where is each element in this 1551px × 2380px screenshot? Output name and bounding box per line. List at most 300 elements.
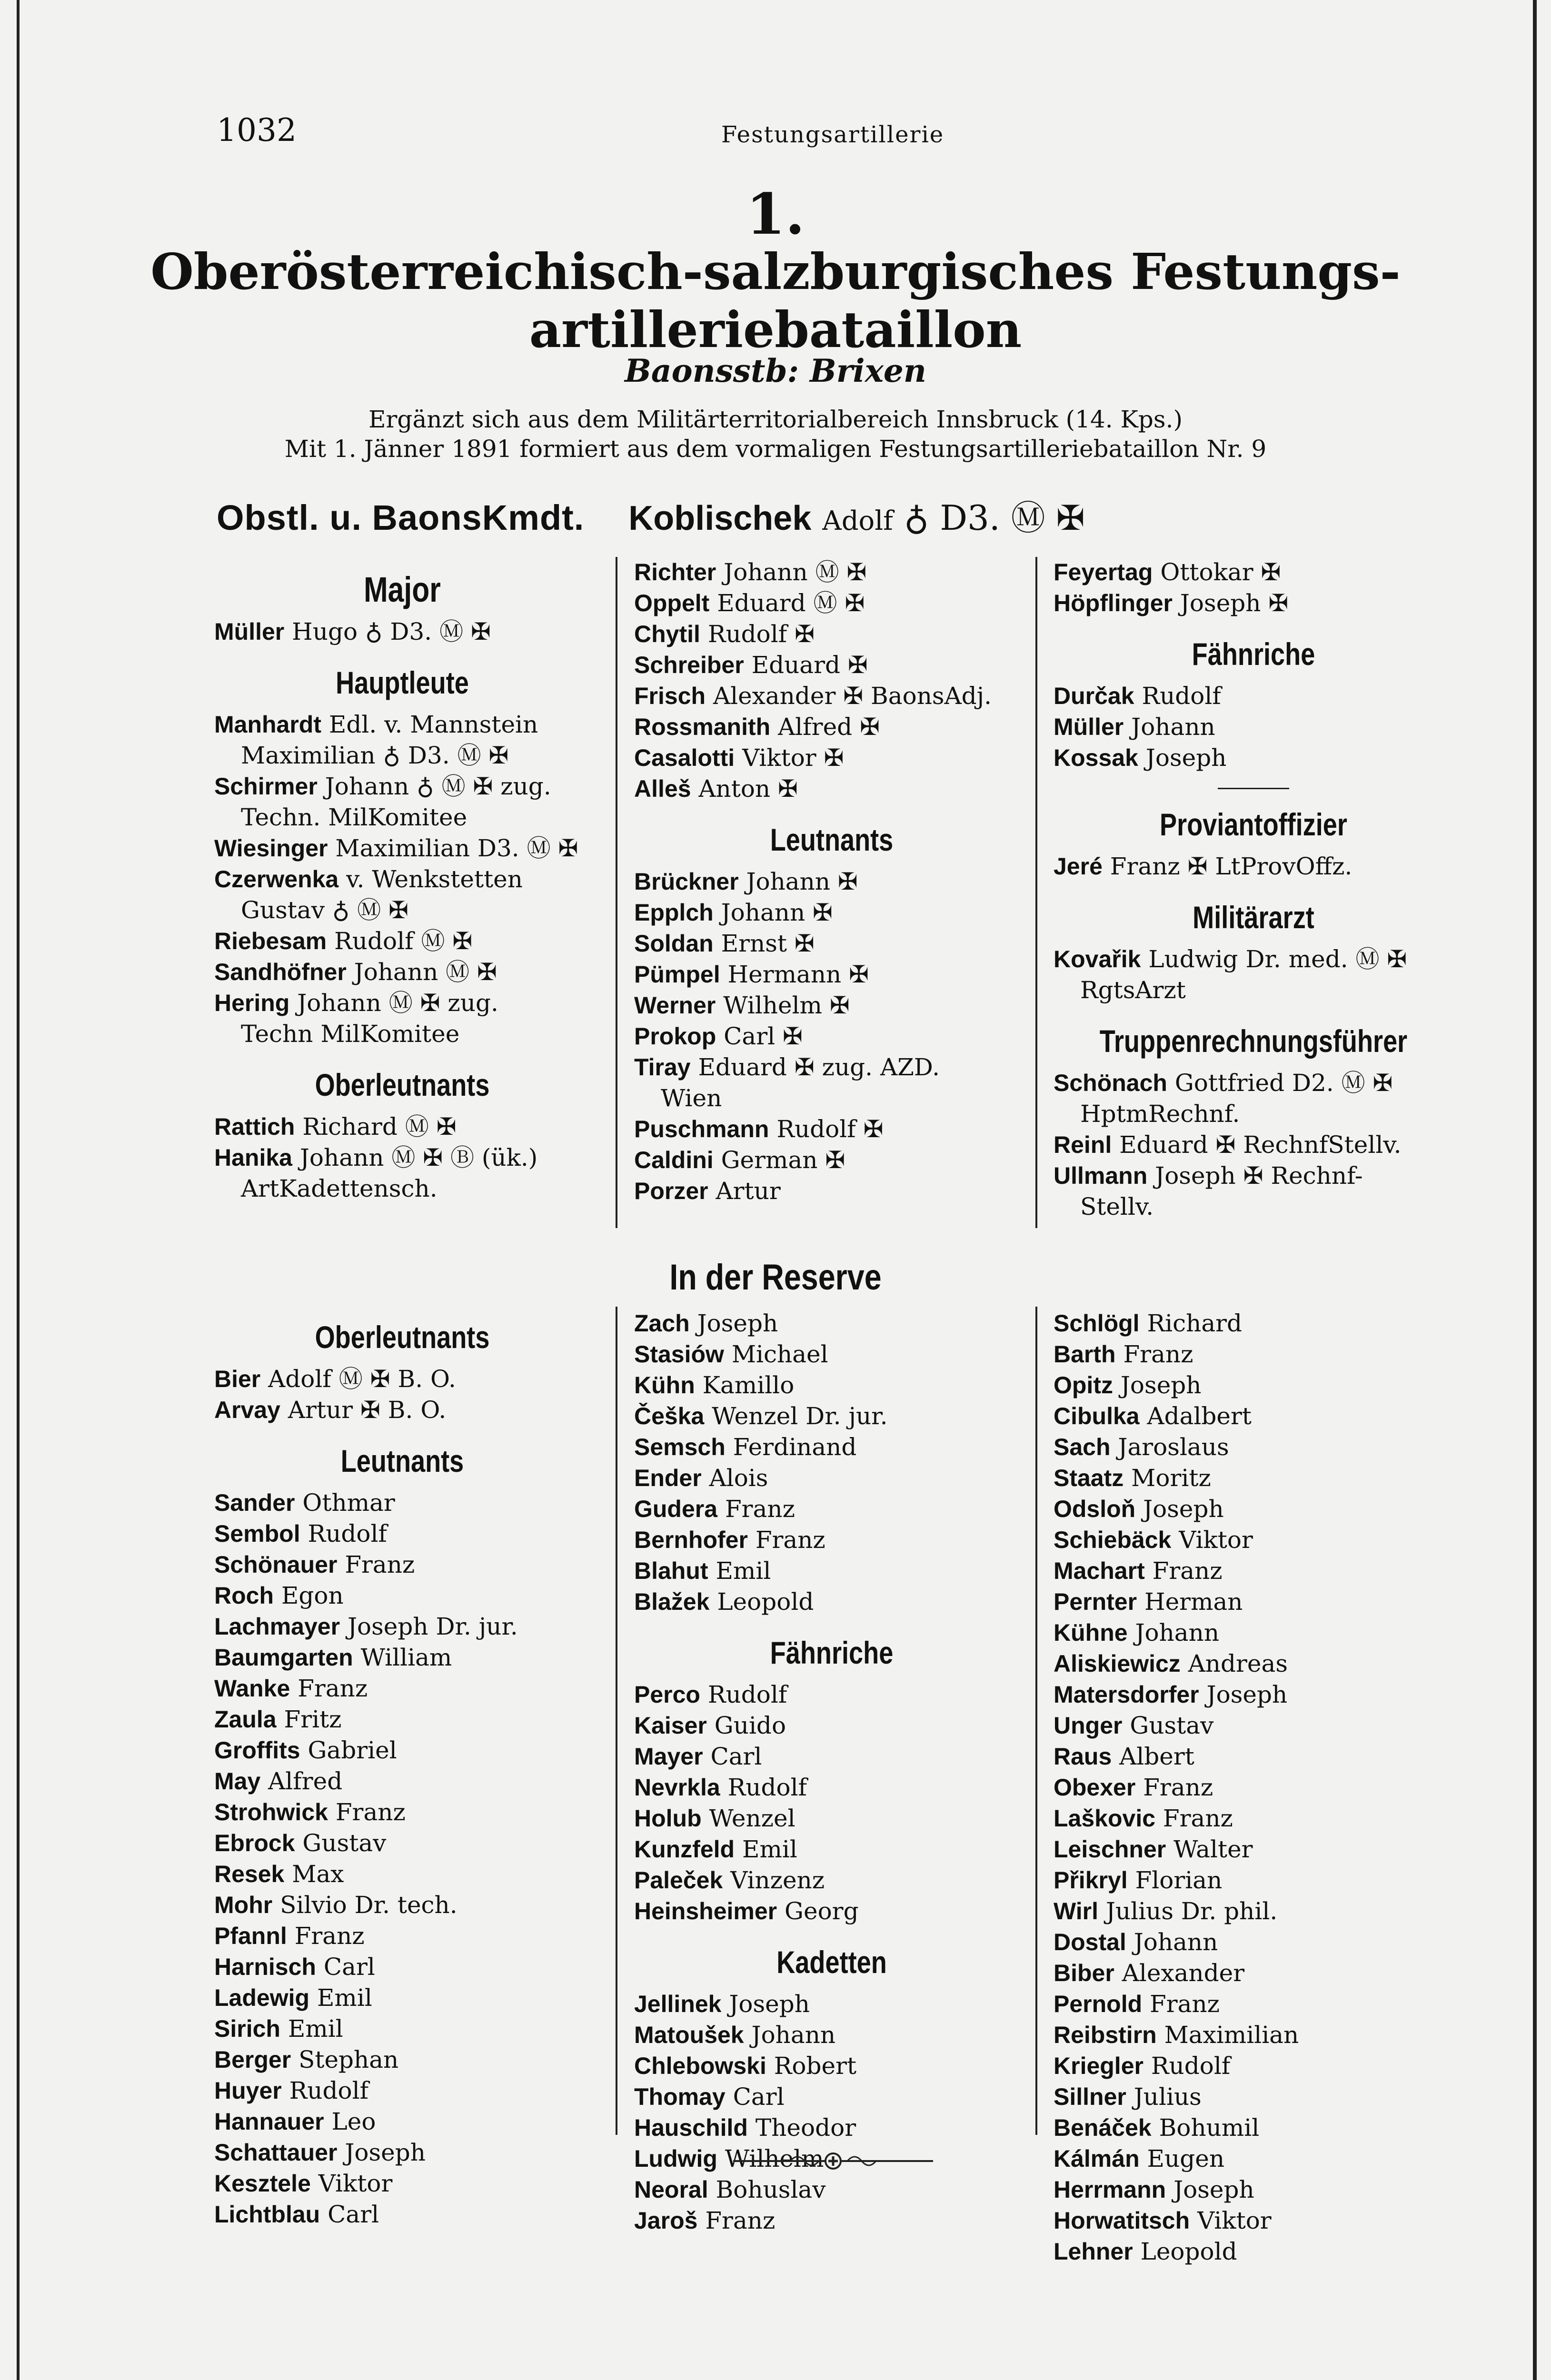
roster-entry bbox=[1054, 1432, 1453, 1463]
roster-entry bbox=[1054, 1401, 1453, 1432]
entry-details: Johann bbox=[1133, 1928, 1218, 1956]
entry-surname: Harnisch bbox=[214, 1954, 316, 1980]
entry-details: Franz bbox=[755, 1526, 825, 1554]
entry-surname: Dostal bbox=[1054, 1929, 1126, 1955]
entry-details: Franz bbox=[1163, 1805, 1233, 1832]
section-heading: Leutnants bbox=[340, 1443, 464, 1478]
roster-entry bbox=[1054, 1370, 1453, 1401]
roster-entry bbox=[214, 2137, 590, 2168]
roster-entry bbox=[214, 2106, 590, 2137]
entry-surname: Mayer bbox=[634, 1743, 703, 1770]
entry-surname: Puschmann bbox=[634, 1116, 769, 1142]
roster-entry bbox=[1054, 1710, 1453, 1741]
entry-continuation: Stellv. bbox=[1080, 1193, 1154, 1220]
entry-details: Emil bbox=[317, 1984, 372, 2012]
entry-details: Rudolf bbox=[707, 1681, 787, 1708]
entry-details: Artur bbox=[716, 1177, 781, 1205]
roster-entry bbox=[634, 1803, 1029, 1834]
roster-entry bbox=[214, 864, 590, 895]
entry-surname: Kaiser bbox=[634, 1712, 707, 1739]
entry-details: Viktor bbox=[318, 2170, 393, 2197]
roster-entry bbox=[634, 1896, 1029, 1927]
unit-title-line-2: artilleriebataillon bbox=[529, 300, 1022, 359]
entry-surname: Staatz bbox=[1054, 1465, 1124, 1491]
entry-surname: Soldan bbox=[634, 930, 714, 957]
entry-surname: Ebrock bbox=[214, 1830, 295, 1856]
entry-details: Franz bbox=[1152, 1557, 1223, 1585]
roster-entry bbox=[214, 616, 590, 647]
entry-surname: Schirmer bbox=[214, 773, 318, 800]
entry-surname: Kesztele bbox=[214, 2170, 311, 2197]
entry-details: Joseph bbox=[1143, 1495, 1224, 1523]
entry-details: Alfred ✠ bbox=[778, 713, 880, 741]
entry-details: Johann Ⓜ ✠ bbox=[354, 958, 497, 986]
entry-details: Wenzel bbox=[709, 1805, 795, 1832]
entry-details: Emil bbox=[742, 1835, 797, 1863]
entry-surname: Werner bbox=[634, 992, 716, 1019]
roster-entry bbox=[214, 1859, 590, 1890]
entry-details: Adolf Ⓜ ✠ B. O. bbox=[268, 1365, 456, 1393]
roster-entry bbox=[214, 988, 590, 1019]
entry-details: Eduard ✠ bbox=[751, 651, 868, 679]
entry-surname: Kossak bbox=[1054, 744, 1138, 771]
entry-surname: Lehner bbox=[1054, 2238, 1133, 2265]
entry-surname: Müller bbox=[1054, 714, 1124, 740]
entry-details: Rudolf ✠ bbox=[707, 620, 815, 648]
entry-surname: Lichtblau bbox=[214, 2201, 320, 2228]
commander-decorations: ♁ D3. Ⓜ ✠ bbox=[904, 498, 1085, 538]
entry-details: Wilhelm ✠ bbox=[723, 992, 850, 1019]
roster-entry bbox=[634, 1176, 1029, 1207]
roster-entry bbox=[634, 1741, 1029, 1772]
entry-details: Alexander bbox=[1122, 1959, 1245, 1987]
entry-surname: Huyer bbox=[214, 2077, 282, 2104]
section-heading: Hauptleute bbox=[336, 665, 469, 700]
entry-details: Franz bbox=[1123, 1340, 1193, 1368]
roster-entry bbox=[1054, 1679, 1453, 1710]
entry-details: Julius Dr. phil. bbox=[1105, 1897, 1278, 1925]
entry-surname: Riebesam bbox=[214, 928, 327, 954]
staff-location: Baonsstb: Brixen bbox=[625, 352, 926, 389]
roster-entry bbox=[1054, 1617, 1453, 1648]
entry-details: Johann bbox=[1135, 1619, 1220, 1646]
roster-entry bbox=[634, 1494, 1029, 1525]
entry-details: Stephan bbox=[298, 2046, 399, 2073]
entry-surname: Chlebowski bbox=[634, 2053, 766, 2079]
entry-surname: Prokop bbox=[634, 1023, 716, 1050]
entry-surname: Pfannl bbox=[214, 1923, 287, 1949]
entry-surname: Schreiber bbox=[634, 652, 744, 678]
roster-entry bbox=[1054, 1865, 1453, 1896]
roster-entry bbox=[634, 1432, 1029, 1463]
roster-entry bbox=[1054, 944, 1453, 975]
section-heading: Oberleutnants bbox=[315, 1319, 490, 1355]
entry-surname: Heinsheimer bbox=[634, 1898, 777, 1924]
entry-surname: Nevrkla bbox=[634, 1774, 720, 1801]
roster-entry bbox=[214, 709, 590, 740]
roster-entry bbox=[634, 774, 1029, 804]
roster-entry bbox=[634, 2174, 1029, 2205]
entry-surname: Chytil bbox=[634, 621, 700, 647]
running-title: Festungsartillerie bbox=[721, 121, 945, 148]
entry-surname: Matoušek bbox=[634, 2022, 744, 2048]
entry-details: Emil bbox=[288, 2015, 343, 2043]
entry-continuation: RgtsArzt bbox=[1080, 976, 1186, 1004]
section-divider bbox=[1218, 788, 1289, 789]
roster-entry bbox=[1054, 851, 1453, 882]
section-heading: Fähnriche bbox=[770, 1635, 894, 1670]
entry-details: Joseph Dr. jur. bbox=[347, 1613, 518, 1640]
roster-entry bbox=[1054, 1463, 1453, 1494]
entry-surname: Sander bbox=[214, 1489, 295, 1516]
roster-entry bbox=[214, 833, 590, 864]
roster-entry bbox=[634, 928, 1029, 959]
roster-entry bbox=[214, 1580, 590, 1611]
entry-details: Joseph bbox=[1173, 2176, 1254, 2203]
entry-details: Leo bbox=[331, 2108, 376, 2135]
entry-surname: Alleš bbox=[634, 775, 691, 802]
entry-details: v. Wenkstetten bbox=[346, 865, 523, 893]
roster-entry bbox=[634, 1052, 1029, 1083]
entry-details: Joseph bbox=[1120, 1371, 1202, 1399]
entry-surname: Paleček bbox=[634, 1867, 723, 1894]
entry-details: Joseph bbox=[1145, 744, 1227, 772]
roster-entry bbox=[634, 619, 1029, 650]
entry-details: Julius bbox=[1133, 2083, 1202, 2111]
reserve-heading: In der Reserve bbox=[669, 1257, 882, 1298]
entry-surname: Holub bbox=[634, 1805, 702, 1832]
entry-surname: Sirich bbox=[214, 2015, 280, 2042]
unit-title-line-1: Oberösterreichisch-salzburgisches Festungs- bbox=[150, 242, 1401, 301]
entry-surname: Cibulka bbox=[1054, 1403, 1140, 1429]
roster-entry bbox=[1054, 1989, 1453, 2020]
entry-details: Joseph bbox=[729, 1990, 810, 2018]
reserve-divider-1 bbox=[616, 1307, 617, 2135]
entry-surname: Sandhöfner bbox=[214, 959, 347, 985]
entry-details: Carl bbox=[710, 1743, 762, 1770]
roster-entry bbox=[1054, 1556, 1453, 1587]
roster-entry bbox=[1054, 1834, 1453, 1865]
roster-entry bbox=[1054, 1308, 1453, 1339]
section-heading: Proviantoffizier bbox=[1160, 807, 1347, 842]
entry-surname: Přikryl bbox=[1054, 1867, 1128, 1894]
roster-entry bbox=[214, 1111, 590, 1142]
roster-entry bbox=[214, 1395, 590, 1426]
roster-entry bbox=[214, 1766, 590, 1797]
roster-entry bbox=[214, 1983, 590, 2013]
entry-surname: Müller bbox=[214, 618, 285, 645]
entry-surname: Raus bbox=[1054, 1743, 1112, 1770]
entry-surname: Semsch bbox=[634, 1434, 726, 1460]
entry-continuation: Wien bbox=[661, 1084, 722, 1112]
entry-details: Gottfried D2. Ⓜ ✠ bbox=[1174, 1069, 1393, 1097]
entry-details: Eugen bbox=[1147, 2145, 1225, 2172]
entry-details: Johann ✠ bbox=[721, 899, 833, 926]
roster-entry bbox=[214, 1673, 590, 1704]
entry-details: Carl bbox=[328, 2201, 379, 2228]
roster-entry bbox=[1054, 1927, 1453, 1958]
roster-entry bbox=[1054, 743, 1453, 774]
entry-surname: Brückner bbox=[634, 868, 739, 895]
roster-entry bbox=[634, 1114, 1029, 1145]
entry-surname: Pernter bbox=[1054, 1588, 1137, 1615]
section-heading: Major bbox=[364, 570, 441, 609]
roster-entry bbox=[1054, 2205, 1453, 2236]
entry-details: Emil bbox=[716, 1557, 771, 1585]
entry-details: Hermann ✠ bbox=[727, 961, 869, 988]
roster-entry bbox=[1054, 712, 1453, 743]
entry-details: Ludwig Dr. med. Ⓜ ✠ bbox=[1148, 945, 1407, 973]
entry-details: Edl. v. Mannstein bbox=[328, 711, 538, 738]
entry-details: Eduard ✠ zug. AZD. bbox=[698, 1053, 940, 1081]
entry-details: Alfred bbox=[268, 1767, 343, 1795]
roster-entry bbox=[214, 1611, 590, 1642]
roster-entry bbox=[1054, 2020, 1453, 2051]
roster-entry bbox=[214, 2199, 590, 2230]
entry-surname: Obexer bbox=[1054, 1774, 1136, 1801]
roster-entry bbox=[634, 959, 1029, 990]
entry-details: Jaroslaus bbox=[1118, 1433, 1229, 1461]
entry-surname: Bernhofer bbox=[634, 1527, 748, 1553]
roster-entry bbox=[1054, 1339, 1453, 1370]
entry-surname: Matersdorfer bbox=[1054, 1681, 1199, 1708]
roster-entry bbox=[1054, 588, 1453, 619]
roster-entry bbox=[634, 1556, 1029, 1587]
entry-surname: Arvay bbox=[214, 1397, 280, 1423]
entry-surname: Caldini bbox=[634, 1147, 714, 1173]
section-heading: Militärarzt bbox=[1193, 900, 1314, 935]
roster-entry bbox=[634, 588, 1029, 619]
entry-details: Viktor bbox=[1179, 1526, 1253, 1554]
entry-continuation: Gustav ♁ Ⓜ ✠ bbox=[241, 896, 409, 924]
entry-surname: Berger bbox=[214, 2046, 291, 2073]
entry-surname: Manhardt bbox=[214, 711, 321, 738]
active-column-2 bbox=[634, 557, 1029, 1207]
entry-details: Johann Ⓜ ✠ Ⓑ (ük.) bbox=[299, 1144, 538, 1171]
entry-details: Maximilian bbox=[1164, 2021, 1299, 2049]
entry-details: Bohuslav bbox=[716, 2176, 826, 2203]
section-heading: Truppenrechnungsführer bbox=[1099, 1023, 1408, 1059]
entry-details: Ottokar ✠ bbox=[1160, 558, 1281, 586]
entry-details: Johann ♁ Ⓜ ✠ zug. bbox=[325, 773, 551, 800]
roster-entry bbox=[634, 1339, 1029, 1370]
entry-surname: Rattich bbox=[214, 1113, 295, 1140]
entry-surname: Zach bbox=[634, 1310, 690, 1337]
roster-entry bbox=[1054, 1741, 1453, 1772]
entry-details: Carl ✠ bbox=[724, 1022, 803, 1050]
entry-details: Rudolf bbox=[289, 2077, 369, 2104]
roster-entry bbox=[214, 1642, 590, 1673]
roster-entry bbox=[1054, 681, 1453, 712]
entry-details: Herman bbox=[1144, 1588, 1243, 1616]
entry-surname: Benáček bbox=[1054, 2114, 1152, 2141]
entry-details: Johann bbox=[751, 2021, 836, 2049]
roster-entry bbox=[1054, 1958, 1453, 1989]
entry-surname: Kühne bbox=[1054, 1619, 1128, 1646]
entry-surname: Ender bbox=[634, 1465, 702, 1491]
entry-details: Johann ✠ bbox=[746, 868, 858, 895]
entry-details: Gustav bbox=[302, 1829, 387, 1857]
roster-entry bbox=[634, 1401, 1029, 1432]
entry-details: Walter bbox=[1173, 1835, 1253, 1863]
roster-entry bbox=[214, 1797, 590, 1828]
roster-entry bbox=[1054, 2174, 1453, 2205]
roster-entry bbox=[634, 557, 1029, 588]
entry-surname: Feyertag bbox=[1054, 559, 1153, 585]
entry-surname: Horwatitsch bbox=[1054, 2207, 1190, 2234]
entry-surname: Kühn bbox=[634, 1372, 695, 1398]
entry-surname: Roch bbox=[214, 1582, 274, 1609]
entry-details: Viktor bbox=[1197, 2207, 1272, 2234]
entry-details: Johann Ⓜ ✠ bbox=[724, 558, 867, 586]
roster-entry bbox=[214, 1890, 590, 1921]
roster-entry bbox=[214, 957, 590, 988]
entry-details: Michael bbox=[731, 1340, 828, 1368]
entry-details: Joseph bbox=[1206, 1681, 1288, 1708]
entry-details: Joseph bbox=[697, 1309, 778, 1337]
entry-details: Maximilian D3. Ⓜ ✠ bbox=[335, 834, 578, 862]
roster-entry bbox=[634, 2205, 1029, 2236]
entry-surname: Aliskiewicz bbox=[1054, 1650, 1181, 1677]
entry-details: Rudolf bbox=[1151, 2052, 1231, 2080]
entry-details: Franz bbox=[345, 1551, 415, 1578]
entry-surname: Machart bbox=[1054, 1557, 1145, 1584]
entry-surname: Porzer bbox=[634, 1178, 708, 1204]
entry-details: Hugo ♁ D3. Ⓜ ✠ bbox=[292, 618, 491, 645]
column-divider-1 bbox=[616, 557, 617, 1228]
entry-continuation: Maximilian ♁ D3. Ⓜ ✠ bbox=[241, 742, 509, 769]
entry-surname: Schönach bbox=[1054, 1070, 1167, 1096]
entry-details: Wilhelm bbox=[725, 2145, 824, 2172]
entry-surname: Sillner bbox=[1054, 2083, 1126, 2110]
entry-surname: Strohwick bbox=[214, 1799, 328, 1825]
entry-surname: Bier bbox=[214, 1366, 261, 1392]
roster-entry bbox=[214, 1364, 590, 1395]
entry-surname: Barth bbox=[1054, 1341, 1116, 1368]
entry-details: Guido bbox=[714, 1712, 786, 1739]
roster-entry bbox=[634, 1679, 1029, 1710]
roster-entry bbox=[1054, 1525, 1453, 1556]
entry-details: Gabriel bbox=[308, 1736, 397, 1764]
roster-entry bbox=[1054, 1068, 1453, 1099]
entry-details: Rudolf bbox=[308, 1520, 387, 1547]
commander-line bbox=[217, 490, 1085, 540]
section-heading: Kadetten bbox=[776, 1944, 887, 1980]
entry-surname: Wirl bbox=[1054, 1898, 1098, 1924]
roster-entry bbox=[634, 1710, 1029, 1741]
roster-entry bbox=[634, 712, 1029, 743]
roster-entry bbox=[214, 2044, 590, 2075]
entry-surname: Blažek bbox=[634, 1588, 710, 1615]
entry-details: Leopold bbox=[1140, 2238, 1237, 2265]
column-divider-2 bbox=[1035, 557, 1037, 1228]
roster-entry bbox=[1054, 1772, 1453, 1803]
entry-details: Robert bbox=[774, 2052, 857, 2080]
entry-details: Franz bbox=[294, 1922, 365, 1950]
unit-title bbox=[0, 243, 1551, 359]
entry-details: Franz bbox=[335, 1798, 406, 1826]
entry-surname: Jeré bbox=[1054, 853, 1103, 880]
active-column-3 bbox=[1054, 557, 1453, 1222]
entry-surname: Hannauer bbox=[214, 2108, 324, 2135]
roster-entry bbox=[214, 771, 590, 802]
entry-details: Bohumil bbox=[1159, 2114, 1260, 2142]
entry-surname: Kálmán bbox=[1054, 2145, 1140, 2172]
entry-details: Egon bbox=[281, 1582, 344, 1609]
entry-surname: Opitz bbox=[1054, 1372, 1113, 1398]
page-number: 1032 bbox=[217, 112, 297, 149]
roster-entry bbox=[634, 866, 1029, 897]
unit-note bbox=[0, 405, 1551, 464]
entry-surname: Perco bbox=[634, 1681, 700, 1708]
entry-details: Franz bbox=[1143, 1774, 1213, 1801]
roster-entry bbox=[214, 1549, 590, 1580]
entry-continuation: ArtKadettensch. bbox=[241, 1175, 437, 1202]
roster-entry bbox=[634, 1145, 1029, 1176]
entry-surname: Höpflinger bbox=[1054, 590, 1173, 616]
roster-entry bbox=[634, 650, 1029, 681]
roster-entry bbox=[1054, 2051, 1453, 2082]
reserve-column-1 bbox=[214, 1302, 590, 2230]
roster-entry bbox=[634, 1525, 1029, 1556]
entry-details: Adalbert bbox=[1147, 1402, 1252, 1430]
entry-surname: Lachmayer bbox=[214, 1613, 340, 1640]
entry-details: Ferdinand bbox=[733, 1433, 857, 1461]
entry-surname: Schlögl bbox=[1054, 1310, 1140, 1337]
entry-details: Rudolf Ⓜ ✠ bbox=[334, 927, 473, 955]
entry-details: Leopold bbox=[717, 1588, 814, 1616]
entry-surname: Hering bbox=[214, 990, 290, 1016]
entry-surname: Schiebäck bbox=[1054, 1527, 1172, 1553]
entry-details: Ernst ✠ bbox=[721, 930, 815, 957]
roster-entry bbox=[214, 1921, 590, 1952]
entry-details: Rudolf bbox=[1142, 682, 1221, 710]
reserve-column-2 bbox=[634, 1308, 1029, 2236]
entry-surname: Hauschild bbox=[634, 2114, 748, 2141]
entry-details: Richard bbox=[1147, 1309, 1243, 1337]
entry-surname: Czerwenka bbox=[214, 866, 339, 892]
entry-surname: Kriegler bbox=[1054, 2053, 1143, 2079]
entry-surname: Kunzfeld bbox=[634, 1836, 735, 1863]
entry-details: Rudolf ✠ bbox=[776, 1115, 884, 1143]
entry-details: Alexander ✠ BaonsAdj. bbox=[713, 682, 992, 710]
entry-details: Georg bbox=[785, 1897, 859, 1925]
section-heading: Oberleutnants bbox=[315, 1067, 490, 1102]
entry-details: Moritz bbox=[1131, 1464, 1211, 1492]
entry-surname: Češka bbox=[634, 1403, 705, 1429]
entry-surname: Mohr bbox=[214, 1892, 273, 1918]
entry-details: Gustav bbox=[1130, 1712, 1214, 1739]
unit-note-line-2: Mit 1. Jänner 1891 formiert aus dem vormaligen Festungsartilleriebataillon Nr. 9 bbox=[284, 435, 1267, 463]
entry-surname: Blahut bbox=[634, 1557, 708, 1584]
entry-details: Eduard ✠ RechnfStellv. bbox=[1119, 1131, 1402, 1159]
entry-surname: Epplch bbox=[634, 899, 714, 926]
entry-surname: Durčak bbox=[1054, 683, 1134, 709]
entry-details: Franz bbox=[1150, 1990, 1220, 2018]
entry-surname: Ludwig bbox=[634, 2145, 717, 2172]
roster-entry bbox=[1054, 1130, 1453, 1160]
entry-surname: Laškovic bbox=[1054, 1805, 1156, 1832]
entry-surname: Casalotti bbox=[634, 744, 735, 771]
roster-entry bbox=[214, 1518, 590, 1549]
entry-details: Alois bbox=[709, 1464, 768, 1492]
reserve-column-3 bbox=[1054, 1308, 1453, 2267]
roster-entry bbox=[1054, 2112, 1453, 2143]
roster-entry bbox=[634, 1308, 1029, 1339]
entry-surname: Schönauer bbox=[214, 1551, 338, 1578]
entry-surname: Unger bbox=[1054, 1712, 1123, 1739]
roster-entry bbox=[634, 990, 1029, 1021]
